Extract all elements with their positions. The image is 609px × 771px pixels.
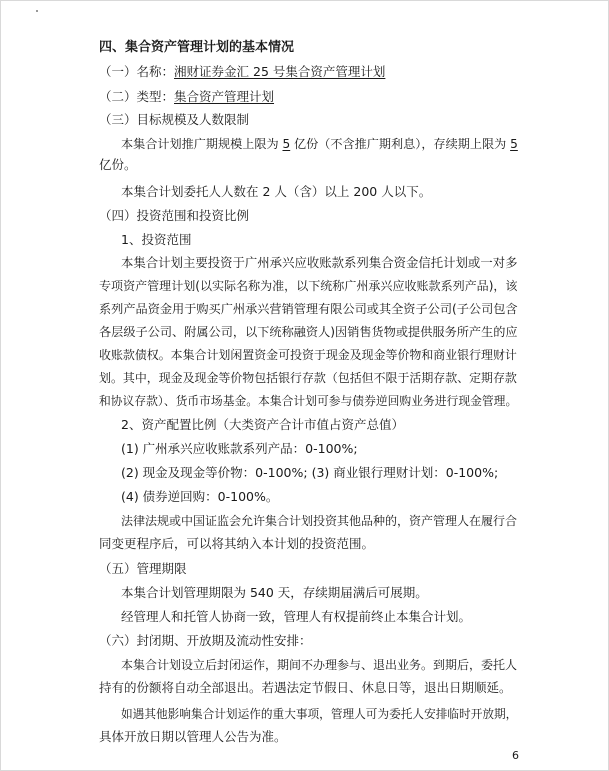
- term-heading: （五）管理期限: [99, 561, 187, 576]
- name-label: （一）名称：: [99, 64, 175, 79]
- scale-prefix: 本集合计划推广期规模上限为: [121, 137, 283, 151]
- term-line: 经管理人和托管人协商一致，管理人有权提前终止本集合计划。: [121, 609, 472, 624]
- scale-middle: 亿份（不含推广期利息），存续期上限为: [290, 137, 511, 151]
- scale-text: [121, 136, 518, 152]
- scope-line: 收账款债权。本集合计划闲置资金可投资于现金及现金等价物和商业银行理财计: [99, 348, 517, 362]
- law-line: 法律法规或中国证监会允许集合计划投资其他品种的，资产管理人在履行合: [121, 514, 518, 528]
- scope-heading: （四）投资范围和投资比例: [99, 208, 250, 223]
- scope-subheading-1: 1、投资范围: [121, 232, 192, 247]
- name-row: [99, 64, 385, 80]
- type-row: [99, 89, 274, 105]
- scope-line: 和协议存款）、货币市场基金。本集合计划可参与债券逆回购业务进行现金管理。: [99, 394, 518, 408]
- open-heading: （六）封闭期、开放期及流动性安排：: [99, 633, 312, 648]
- scope-line: 各层级子公司、附属公司，以下统称融资人)因销售货物或提供服务所产生的应: [99, 325, 518, 339]
- open-line: 持有的份额将自动全部退出。若遇法定节假日、休息日等，退出日期顺延。: [99, 680, 512, 695]
- allocation-item: (4) 债券逆回购：0-100%。: [121, 489, 279, 504]
- scope-line: 专项资产管理计划(以实际名称为准，以下统称广州承兴应收账款系列产品)，该: [99, 279, 518, 293]
- open-line: 如遇其他影响集合计划运作的重大事项，管理人可为委托人安排临时开放期，: [121, 707, 518, 721]
- term-line: 本集合计划管理期限为 540 天，存续期届满后可展期。: [121, 585, 428, 600]
- page-number: 6: [512, 749, 519, 762]
- open-line: 具体开放日期以管理人公告为准。: [99, 729, 287, 744]
- scope-subheading-2: 2、资产配置比例（大类资产合计市值占资产总值）: [121, 417, 404, 432]
- section-title: 四、集合资产管理计划的基本情况: [99, 40, 295, 55]
- scale-num1: 5: [282, 137, 291, 151]
- investors-text: 本集合计划委托人人数在 2 人（含）以上 200 人以下。: [121, 184, 432, 199]
- scope-line: 系列产品资金用于购买广州承兴营销管理有限公司或其全资子公司(子公司包含: [99, 302, 518, 316]
- scale-text-line2: 亿份。: [99, 157, 137, 172]
- scope-line: 划。其中，现金及现金等价物包括银行存款（包括但不限于活期存款、定期存款: [99, 371, 517, 385]
- open-line: 本集合计划设立后封闭运作，期间不办理参与、退出业务。到期后，委托人: [121, 658, 518, 672]
- name-value: 湘财证券金汇 25 号集合资产管理计划: [174, 64, 386, 79]
- scale-num2: 5: [510, 137, 518, 151]
- scope-line: 本集合计划主要投资于广州承兴应收账款系列集合资金信托计划或一对多: [121, 255, 518, 270]
- scale-heading: （三）目标规模及人数限制: [99, 112, 250, 127]
- allocation-item: (2) 现金及现金等价物：0-100%; (3) 商业银行理财计划：0-100%;: [121, 465, 499, 480]
- type-value: 集合资产管理计划: [174, 89, 275, 104]
- type-label: （二）类型：: [99, 89, 175, 104]
- law-line: 同变更程序后，可以将其纳入本计划的投资范围。: [99, 536, 375, 551]
- scan-speck: [36, 10, 38, 12]
- allocation-item: (1) 广州承兴应收账款系列产品：0-100%;: [121, 441, 358, 456]
